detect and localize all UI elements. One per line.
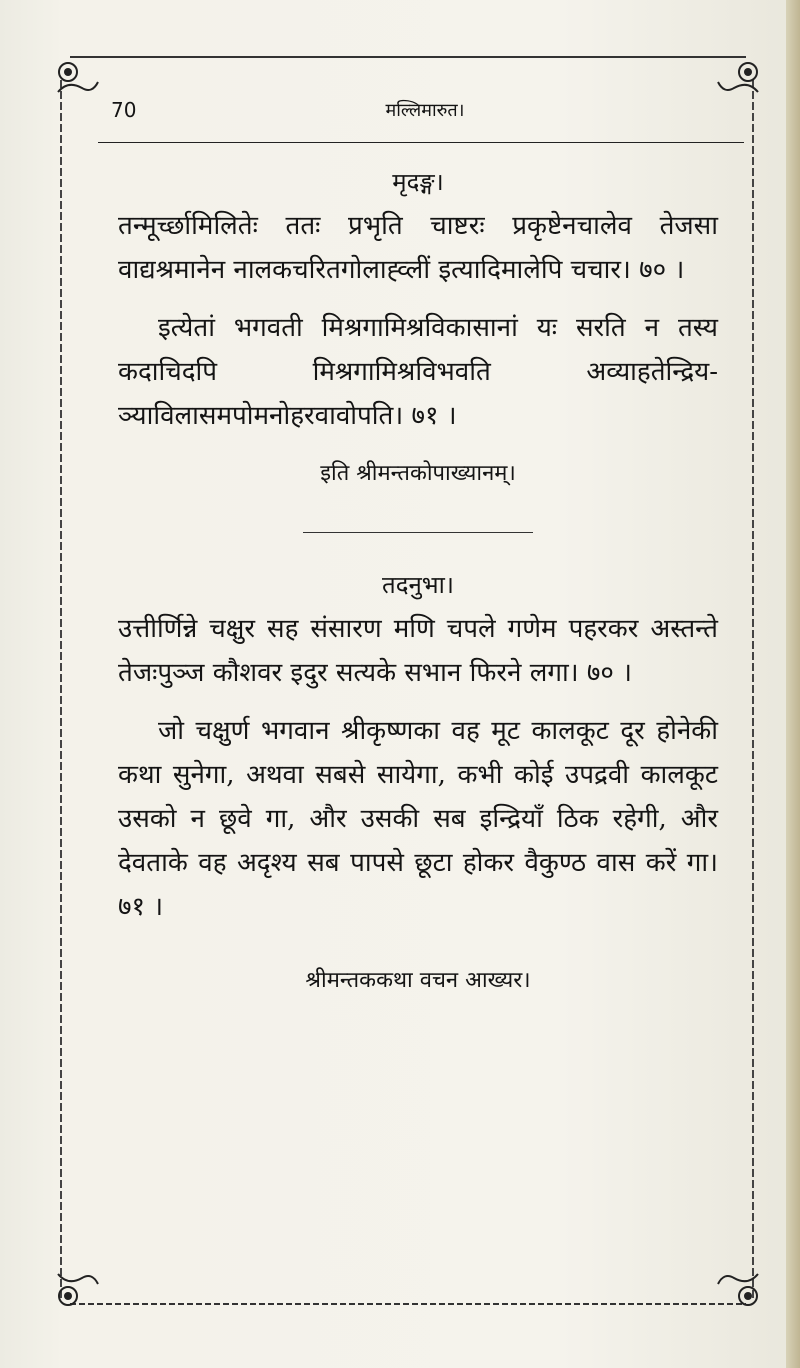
corner-ornament-icon: [716, 1266, 764, 1314]
page-body: [118, 160, 718, 1003]
header-rule: [98, 142, 744, 143]
section-divider: [303, 532, 533, 533]
frame-right-border: [752, 80, 754, 1300]
corner-ornament-icon: [716, 52, 764, 100]
page-header: [105, 98, 745, 134]
page-number: 70: [111, 98, 137, 122]
verse-text: उत्तीर्णिन्ने चक्षुर सह संसारण मणि चपले गणेम पहरकर अस्तन्ते तेजःपुञ्ज कौशवर इदुर सत्यके सभान फिरने लगा। ७० ।: [118, 614, 718, 688]
frame-left-border: [60, 80, 62, 1300]
commentary-text: जो चक्षुर्ण भगवान श्रीकृष्णका वह मूट कालकूट दूर होनेकी कथा सुनेगा, अथवा सबसे सायेगा, कभी कोई उपद्रवी कालकूट उसको न छूवे गा, और उसकी सब इन्द्रियाँ ठिक रहेगी, और देवताके वह अदृश्य सब पापसे छूटा होकर वैकुण्ठ वास करें गा। ७१ ।: [118, 716, 718, 922]
section-colophon: इति श्रीमन्तकोपाख्यानम्।: [320, 461, 516, 486]
commentary-text: इत्येतां भगवती मिश्रगामिश्रविकासानां यः सरति न तस्य कदाचिदपि मिश्रगामिश्रविभवति अव्याहतेन्द्रिय-ञ्याविलासमपोमनोहरवावोपति। ७१ ।: [118, 313, 718, 431]
running-title: मल्लिमारुत।: [385, 100, 465, 121]
verse-text: तन्मूर्च्छामिलितेः ततः प्रभृति चाष्टरः प्रकृष्टेनचालेव तेजसा वाद्यश्रमानेन नालकचरितगोलाह्व्लीं इत्यादिमालेपि चचार। ७० ।: [118, 211, 718, 285]
frame-bottom-border: [70, 1303, 746, 1305]
section-title: तदनुभा।: [382, 571, 454, 599]
page-edge: [786, 0, 800, 1368]
section-colophon: श्रीमन्तककथा वचन आख्यर।: [305, 968, 531, 993]
section-title: मृदङ्ग।: [392, 168, 444, 196]
frame-top-border: [70, 56, 746, 88]
corner-ornament-icon: [52, 1266, 100, 1314]
corner-ornament-icon: [52, 52, 100, 100]
